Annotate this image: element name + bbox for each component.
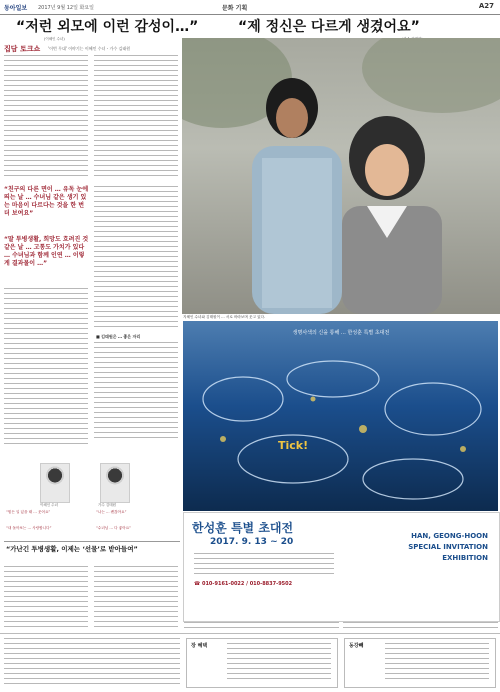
body-text-col1-mid bbox=[4, 288, 88, 448]
issue-date: 2017년 9월 12일 화요일 bbox=[38, 5, 95, 11]
quote-card-3: “내 돌아보는 … 사랑합니다” bbox=[6, 526, 52, 530]
pull-quote-1: “친구의 다른 면이 … 유독 눈에 띄는 날 … 수녀님 같은 생기 있는 마음이 다르다는 것을 한 번 더 보여요” bbox=[4, 186, 89, 217]
info-box-1-lines bbox=[227, 643, 331, 683]
photo-caption: 지혜인 수녀와 김태원이 … 서로 바라보며 웃고 있다. bbox=[183, 315, 266, 319]
bottom-headline: “가난긴 투병생활, 이제는 ‘선물’로 받아들여” bbox=[6, 545, 138, 553]
photo-illustration bbox=[182, 38, 500, 314]
body-text-col2-mid bbox=[94, 186, 178, 331]
body-text-col2-low bbox=[94, 342, 178, 442]
ad-en-line2: SPECIAL INVITATION bbox=[408, 543, 488, 551]
ad-title: 한성훈 특별 초대전 bbox=[192, 521, 294, 535]
pull-quote-2: “딸 투병생활, 희망도 흐려진 것 같은 날 … 고통도 가치가 있다 … 수녀님과 함께 인연 … 이렇게 결과물이 …” bbox=[4, 236, 89, 267]
exhibition-ad bbox=[183, 321, 498, 511]
ad-phone: ☎ 010-9161-0022 / 010-8837-9502 bbox=[194, 581, 293, 587]
ad-en-line1: HAN, GEONG-HOON bbox=[411, 532, 488, 540]
body-text-col2-top bbox=[94, 55, 178, 180]
info-box-2-lines bbox=[385, 643, 489, 683]
article-subtitle: '이번 무대' 이야기는 이혜인 수녀 - 가수 김태원 bbox=[48, 46, 131, 51]
body-text-right-a bbox=[184, 622, 339, 632]
divider-bottom-headline bbox=[4, 541, 180, 542]
bottom-text-left bbox=[4, 638, 180, 688]
newspaper-logo: 동아일보 bbox=[4, 5, 28, 12]
ad-en-line3: EXHIBITION bbox=[442, 554, 488, 562]
page-number: A27 bbox=[478, 2, 494, 10]
headline-right: “제 정신은 다르게 생겼어요” bbox=[238, 19, 420, 35]
headline-left-caption: (이혜인 수녀) bbox=[44, 37, 65, 41]
ad-top-text: 생명사색의 신을 통해 … 한성훈 특별 초대전 bbox=[292, 330, 390, 336]
body-text-col1-bottom bbox=[4, 566, 88, 630]
main-photo bbox=[182, 38, 500, 314]
ad-dates: 2017. 9. 13 ~ 20 bbox=[210, 537, 294, 547]
portrait-label-right: 가수 김태원 bbox=[98, 503, 117, 507]
exhibition-ad-text bbox=[183, 512, 500, 622]
body-text-col1-top bbox=[4, 55, 88, 180]
ad-artwork bbox=[183, 339, 498, 511]
quote-card-2: “나는 … 괜찮아요” bbox=[96, 510, 127, 514]
ad-details bbox=[194, 553, 334, 577]
portrait-nun bbox=[40, 463, 70, 503]
quote-card-4: “수녀님 … 다 좋아요” bbox=[96, 526, 132, 530]
headline-left: “저런 외모에 이런 감성이…” bbox=[16, 19, 199, 35]
info-box-1-title: 장 혜택 bbox=[191, 643, 208, 649]
quote-card-1: “힘든 일 있을 때 … 웃어요” bbox=[6, 510, 51, 514]
section-title: 문화 기획 bbox=[222, 5, 248, 12]
ad-english-title bbox=[372, 531, 488, 564]
bottom-strip bbox=[0, 633, 500, 692]
info-box-2-title: 동강빼 bbox=[349, 643, 364, 649]
article-tag: 집담 토크쇼 bbox=[4, 45, 41, 53]
ad-detail-lines bbox=[194, 553, 334, 577]
portrait-label-left: 이혜인 수녀 bbox=[40, 503, 59, 507]
info-box-2 bbox=[344, 638, 496, 688]
sub-heading: ■ 김태원은 … 좋은 자리 bbox=[96, 334, 141, 339]
body-text-right-b bbox=[343, 622, 498, 632]
masthead bbox=[0, 0, 500, 15]
ad-tick: Tick! bbox=[278, 439, 309, 452]
portrait-singer bbox=[100, 463, 130, 503]
body-text-col2-bottom bbox=[94, 566, 178, 630]
info-box-1 bbox=[186, 638, 338, 688]
